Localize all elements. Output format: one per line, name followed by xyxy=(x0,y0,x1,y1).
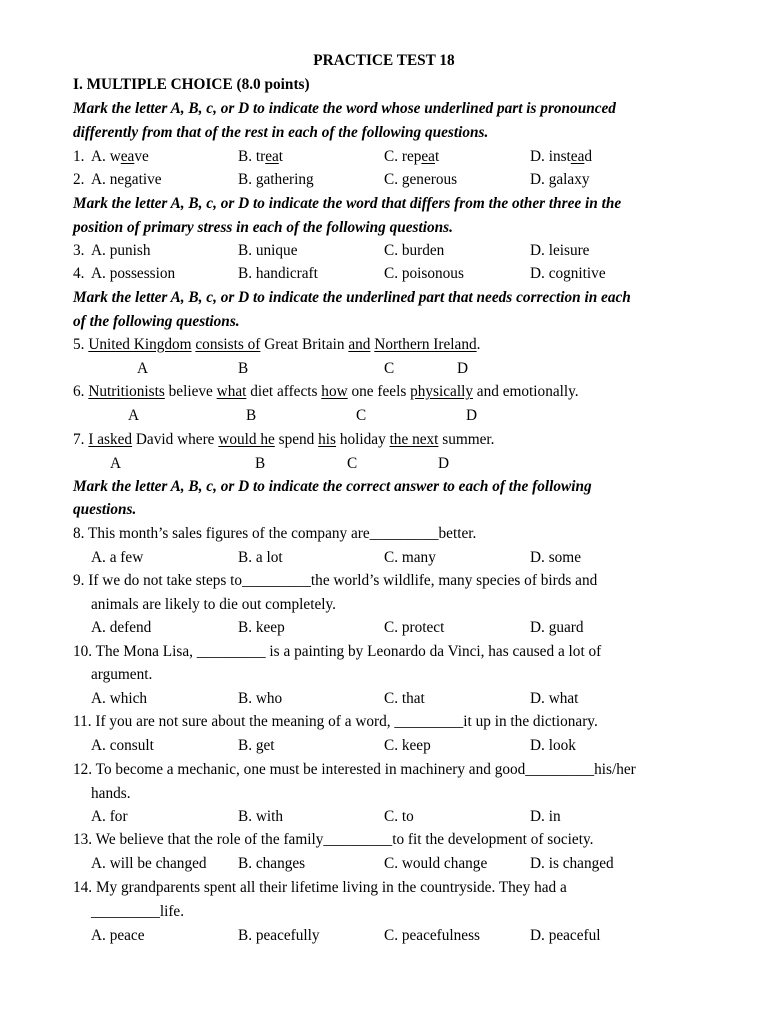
option-a[interactable]: A. negative xyxy=(91,171,162,188)
q13-option-a[interactable]: A. will be changed xyxy=(91,855,207,872)
q10-option-d[interactable]: D. what xyxy=(530,690,579,707)
option-c[interactable]: C. burden xyxy=(384,242,445,259)
option-d[interactable]: D. cognitive xyxy=(530,265,606,282)
q14-option-c[interactable]: C. peacefulness xyxy=(384,927,480,944)
q8-option-b[interactable]: B. a lot xyxy=(238,549,283,566)
q11-option-c[interactable]: C. keep xyxy=(384,737,431,754)
marker-b[interactable]: B xyxy=(255,455,266,472)
underlined-part-c: his xyxy=(318,431,337,448)
question-13-text: 13. We believe that the role of the family_________to fit the development of society. xyxy=(73,831,594,848)
question-5: 5. United Kingdom consists of Great Britain and Northern Ireland. xyxy=(73,336,481,353)
question-14-text-cont: _________life. xyxy=(91,903,185,920)
q9-option-a[interactable]: A. defend xyxy=(91,619,152,636)
question-number: 3. xyxy=(73,242,85,259)
marker-a[interactable]: A xyxy=(110,455,122,472)
underlined-part-a: I asked xyxy=(88,431,133,448)
question-10-text-cont: argument. xyxy=(91,666,153,683)
question-11-text: 11. If you are not sure about the meaning of a word, _________it up in the dictionary. xyxy=(73,713,598,730)
q8-option-c[interactable]: C. many xyxy=(384,549,436,566)
instruction-stress-line1: Mark the letter A, B, c, or D to indicate the word that differs from the other three in the xyxy=(73,195,622,212)
option-c[interactable]: C. repeat xyxy=(384,148,440,165)
section-heading: I. MULTIPLE CHOICE (8.0 points) xyxy=(73,76,310,93)
q10-option-b[interactable]: B. who xyxy=(238,690,283,707)
q11-option-b[interactable]: B. get xyxy=(238,737,275,754)
q9-option-d[interactable]: D. guard xyxy=(530,619,584,636)
marker-c[interactable]: C xyxy=(384,360,395,377)
q10-option-c[interactable]: C. that xyxy=(384,690,425,707)
underlined-part-d: the next xyxy=(389,431,439,448)
marker-b[interactable]: B xyxy=(246,407,257,424)
underlined-part-d: Northern Ireland xyxy=(374,336,477,353)
q12-option-d[interactable]: D. in xyxy=(530,808,561,825)
instruction-pronunciation-line2: differently from that of the rest in each of the following questions. xyxy=(73,124,489,141)
question-10-text: 10. The Mona Lisa, _________ is a painting by Leonardo da Vinci, has caused a lot of xyxy=(73,643,602,660)
instruction-answer-line2: questions. xyxy=(73,501,137,518)
question-number: 1. xyxy=(73,148,85,165)
marker-d[interactable]: D xyxy=(466,407,478,424)
q12-option-a[interactable]: A. for xyxy=(91,808,128,825)
q9-option-c[interactable]: C. protect xyxy=(384,619,445,636)
option-d[interactable]: D. galaxy xyxy=(530,171,590,188)
marker-d[interactable]: D xyxy=(438,455,450,472)
question-14-text: 14. My grandparents spent all their lifetime living in the countryside. They had a xyxy=(73,879,567,896)
instruction-correction-line1: Mark the letter A, B, c, or D to indicate the underlined part that needs correction in each xyxy=(73,289,631,306)
question-number: 4. xyxy=(73,265,85,282)
marker-c[interactable]: C xyxy=(356,407,367,424)
underlined-part-b: what xyxy=(216,383,247,400)
underlined-part-b: would he xyxy=(218,431,275,448)
q13-option-b[interactable]: B. changes xyxy=(238,855,306,872)
q11-option-d[interactable]: D. look xyxy=(530,737,576,754)
underlined-part-b: consists of xyxy=(195,336,261,353)
underlined-part-c: how xyxy=(321,383,348,400)
q8-option-d[interactable]: D. some xyxy=(530,549,581,566)
q14-option-d[interactable]: D. peaceful xyxy=(530,927,601,944)
option-d[interactable]: D. leisure xyxy=(530,242,590,259)
question-12-text: 12. To become a mechanic, one must be interested in machinery and good_________his/her xyxy=(73,761,636,778)
underlined-part-c: and xyxy=(348,336,371,353)
underlined-part-d: physically xyxy=(410,383,473,400)
option-b[interactable]: B. gathering xyxy=(238,171,314,188)
q10-option-a[interactable]: A. which xyxy=(91,690,148,707)
q11-option-a[interactable]: A. consult xyxy=(91,737,154,754)
question-12-text-cont: hands. xyxy=(91,785,131,802)
option-a[interactable]: A. weave xyxy=(91,148,149,165)
option-b[interactable]: B. treat xyxy=(238,148,284,165)
marker-a[interactable]: A xyxy=(137,360,149,377)
instruction-correction-line2: of the following questions. xyxy=(73,313,240,330)
question-number: 2. xyxy=(73,171,85,188)
instruction-pronunciation-line1: Mark the letter A, B, c, or D to indicate the word whose underlined part is pronounced xyxy=(73,100,616,117)
page-title: PRACTICE TEST 18 xyxy=(313,52,455,69)
option-a[interactable]: A. punish xyxy=(91,242,151,259)
q12-option-b[interactable]: B. with xyxy=(238,808,284,825)
underlined-part-a: United Kingdom xyxy=(88,336,192,353)
option-c[interactable]: C. generous xyxy=(384,171,458,188)
q13-option-c[interactable]: C. would change xyxy=(384,855,488,872)
q9-option-b[interactable]: B. keep xyxy=(238,619,285,636)
question-8-text: 8. This month’s sales figures of the company are_________better. xyxy=(73,525,477,542)
question-6: 6. Nutritionists believe what diet affects how one feels physically and emotionally. xyxy=(73,383,579,400)
underlined-part-a: Nutritionists xyxy=(88,383,165,400)
marker-c[interactable]: C xyxy=(347,455,358,472)
question-9-text-cont: animals are likely to die out completely. xyxy=(91,596,336,613)
question-7: 7. I asked David where would he spend his holiday the next summer. xyxy=(73,431,495,448)
question-9-text: 9. If we do not take steps to_________the world’s wildlife, many species of birds and xyxy=(73,572,598,589)
option-d[interactable]: D. instead xyxy=(530,148,593,165)
marker-b[interactable]: B xyxy=(238,360,249,377)
option-b[interactable]: B. unique xyxy=(238,242,298,259)
q8-option-a[interactable]: A. a few xyxy=(91,549,144,566)
q12-option-c[interactable]: C. to xyxy=(384,808,414,825)
q14-option-a[interactable]: A. peace xyxy=(91,927,145,944)
marker-a[interactable]: A xyxy=(128,407,140,424)
option-a[interactable]: A. possession xyxy=(91,265,176,282)
instruction-stress-line2: position of primary stress in each of the following questions. xyxy=(73,219,453,236)
q13-option-d[interactable]: D. is changed xyxy=(530,855,614,872)
marker-d[interactable]: D xyxy=(457,360,469,377)
q14-option-b[interactable]: B. peacefully xyxy=(238,927,320,944)
option-b[interactable]: B. handicraft xyxy=(238,265,318,282)
instruction-answer-line1: Mark the letter A, B, c, or D to indicate the correct answer to each of the following xyxy=(73,478,592,495)
option-c[interactable]: C. poisonous xyxy=(384,265,464,282)
